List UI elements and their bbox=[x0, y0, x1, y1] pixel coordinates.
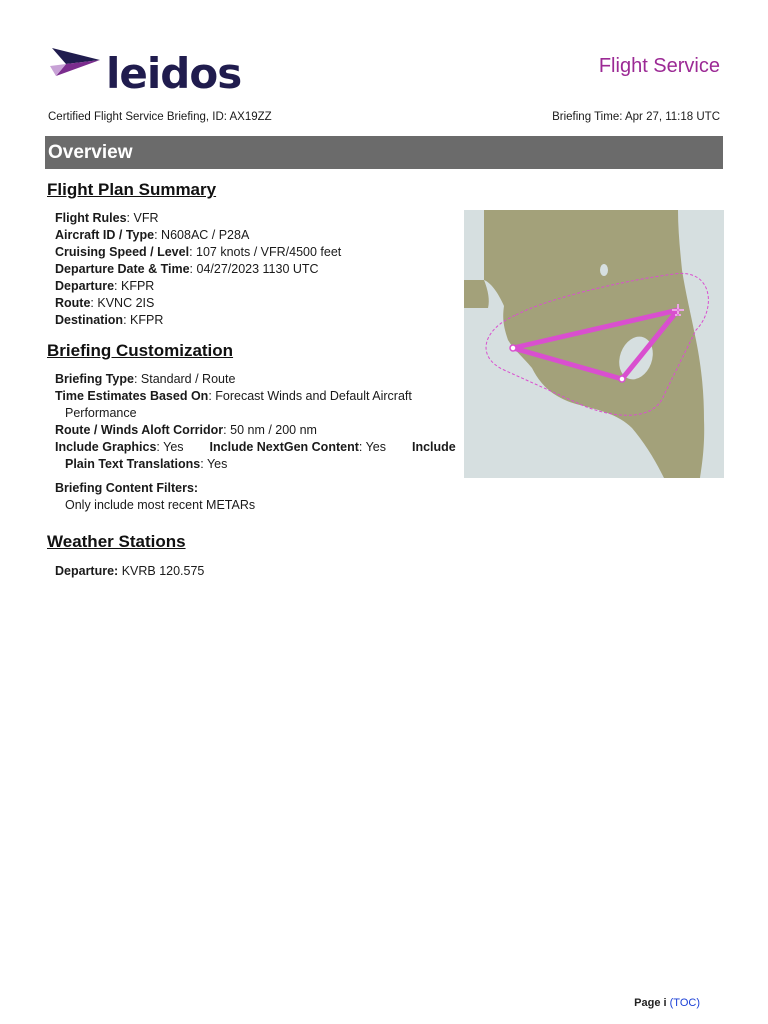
map-land-gulf-coast bbox=[464, 280, 489, 308]
page-footer bbox=[634, 997, 700, 1009]
logo-mark-icon bbox=[46, 48, 106, 88]
field-time-estimates: Time Estimates Based On: Forecast Winds and Default Aircraft Performance bbox=[55, 389, 412, 420]
field-departure: Departure: KFPR bbox=[55, 279, 155, 293]
field-include-options: Include Graphics: Yes Include NextGen Content: Yes Include bbox=[55, 440, 456, 454]
briefing-id: Certified Flight Service Briefing, ID: AX19ZZ bbox=[48, 111, 272, 123]
waypoint-2is bbox=[619, 376, 625, 382]
field-departure-time: Departure Date & Time: 04/27/2023 1130 UTC bbox=[55, 262, 319, 276]
field-plain-text: Plain Text Translations: Yes bbox=[65, 457, 228, 471]
field-weather-departure: Departure: KVRB 120.575 bbox=[55, 564, 205, 578]
field-content-filters-label: Briefing Content Filters: bbox=[55, 481, 199, 495]
field-destination: Destination: KFPR bbox=[55, 313, 164, 327]
field-briefing-type: Briefing Type: Standard / Route bbox=[55, 372, 236, 386]
briefing-customization-heading: Briefing Customization bbox=[47, 341, 234, 360]
waypoint-kvnc bbox=[510, 345, 516, 351]
leidos-logo bbox=[46, 44, 242, 100]
flight-plan-fields bbox=[55, 210, 341, 329]
logo-text: leidos bbox=[106, 49, 242, 98]
briefing-time: Briefing Time: Apr 27, 11:18 UTC bbox=[552, 111, 720, 123]
service-title: Flight Service bbox=[598, 55, 720, 77]
route-map bbox=[464, 210, 724, 478]
overview-header: Overview bbox=[45, 136, 723, 169]
weather-station-fields bbox=[55, 563, 204, 580]
map-small-lake bbox=[600, 264, 608, 276]
field-aircraft: Aircraft ID / Type: N608AC / P28A bbox=[55, 228, 250, 242]
toc-link[interactable]: (TOC) bbox=[669, 997, 700, 1009]
field-corridor: Route / Winds Aloft Corridor: 50 nm / 200 nm bbox=[55, 423, 317, 437]
field-flight-rules: Flight Rules: VFR bbox=[55, 211, 159, 225]
field-content-filters-value: Only include most recent METARs bbox=[65, 498, 256, 512]
page-number: Page i bbox=[634, 997, 667, 1009]
flight-plan-summary-heading: Flight Plan Summary bbox=[47, 180, 217, 199]
field-cruising: Cruising Speed / Level: 107 knots / VFR/4500 feet bbox=[55, 245, 342, 259]
customization-fields bbox=[55, 371, 456, 514]
weather-stations-heading: Weather Stations bbox=[47, 532, 186, 551]
field-route: Route: KVNC 2IS bbox=[55, 296, 155, 310]
